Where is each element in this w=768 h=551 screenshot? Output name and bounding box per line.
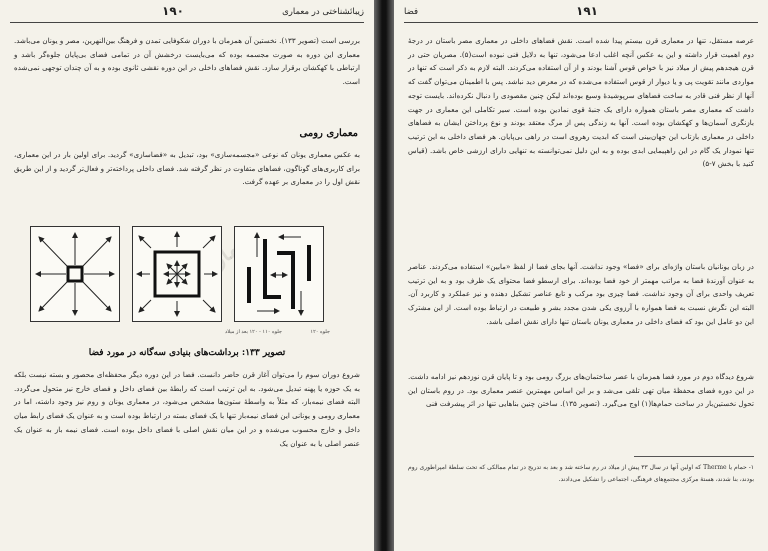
page-number: ۱۹۱ [576,4,598,18]
paragraph-intro: بررسی است (تصویر ۱۳۳). نخستین آن همزمان با دوران شکوفایی تمدن و فرهنگ بین‌النهرین، مصر و یونان می‌باشد. معماری این دوره به صورت مجسمه بوده که می‌بایست درخشش آن در تمامی فضای بی‌پایان جلوه‌گر باشد و ارتباطی با کهکشان برقرار سازد. نقش فضاهای داخلی در این دوره نقشی ثانوی بوده و به آن چندان توجهی نمی‌شده است. [14,36,360,87]
paragraph-greece: در زبان یونانیان باستان واژه‌ای برای «فضا» وجود نداشت. آنها بجای فضا از لفظ «مابین» استفاده می‌کردند. عناصر به عنوان آورندهٔ فضا به مراتب مهمتر از خود فضا بوده‌اند. برای ارسطو فضا محتوای یک ظرف بود و به این ترتیب تعریف واحدی برای آن وجود نداشت. فضا چیزی بود مرکب و تابع عناصر تشکیل دهنده و نیز عملکرد و کاربرد آن. البته این نگرش نسبت به فضا همواره با آرزوی یکی شدن مجدد بشر و طبیعت در ارتباط بوده است. از این مشترک این دو عامل این بود که فضای داخلی در معماری یونان باستان تنها دارای نقش اصلی باشد. [408,262,754,326]
right-page [394,0,768,551]
figure-labels [130,329,330,339]
figure-panel-radiating [30,226,120,322]
left-page [0,0,374,551]
paragraph-third-era: شروع دوران سوم را می‌توان آغاز قرن حاضر دانست. فضا در این دوره دیگر محفظه‌ای محصور و بسته نیست بلکه به یک حوزه یا پهنه تبدیل می‌شود. به این ترتیب است که رابطهٔ بین فضای داخل و فضای خارج نیز متحول می‌گردد. البته فضای نیمه‌باز، که مثلاً به واسطهٔ ستون‌ها مشخص می‌شود، در معماری یونان و روم نیز وجود داشته، اما در معماری رومی و یونانی این فضای نیمه‌باز تنها با یک فضای بسته در ارتباط بوده است و به عنوان یک فضای رابط میان داخل و خارج محسوب می‌شده و در این میان نقش اصلی با فضای داخل بوده است. فضای نیمه باز به عنوان یک عنصر اصلی یا به عنوان یک [14,370,360,448]
figure-label: جلوه ۱۱۰ - ۱۲۰ بعد از میلاد [225,329,282,335]
page-header [404,4,758,23]
figure-panel-planes [234,226,324,322]
paragraph-roman: به عکس معماری یونان که نوعی «مجسمه‌سازی» بود، تبدیل به «فضاسازی» گردید. برای اولین بار در این معماری، برای کاربری‌های گوناگون، فضاهای متفاوت در نظر گرفته شد. فضای داخلی پرداخته‌تر و فعال‌تر گردید و از این طریق نقش اول را در معماری بر عهده گرفت. [14,150,360,187]
figure-label: جلوه ۱۲۰ [310,329,330,335]
running-title: فضا [404,7,419,17]
running-title: زیبائشناختی در معماری [282,7,364,17]
page-header [10,4,364,23]
figure-panel-enclosed [132,226,222,322]
book-gutter [374,0,394,551]
space-concepts-figure [30,226,326,326]
section-heading: معماری رومی [299,128,358,139]
watermark: معماری [191,221,264,284]
paragraph-egypt: عرصه مستقل، تنها در معماری قرن بیستم پیدا شده است. نقش فضاهای داخلی در معماری مصر باستان در درجهٔ دوم اهمیت قرار داشته و این به عکس آنچه اغلب ادعا می‌شود، تنها به دلایل فنی نبوده است(۵). مصریان حتی در قرن هیجدهم پیش از میلاد نیز با خواص قوس آشنا بودند و از آن استفاده می‌کردند. البته لازم به ذکر است که تنها در مواردی مانند تقویت پی و یا دیوار از قوس استفاده می‌شده که در معرض دید نباشد. پس با اطمینان می‌توان گفت که آنها از نظر فنی قادر به ساخت فضاهای سرپوشیدهٔ وسیع بوده‌اند لیکن چنین مقصودی را دنبال نکرده‌اند. بایست توجه داشت که معماری مصر باستان همواره دارای یک جنبهٔ قوی نمادین بوده است. سیر تکاملی این معماری در جهت بازنگری آسمان‌ها و کهکشان بوده است. آنها به زندگی پس از مرگ معتقد بودند و نوع پرداختن ایشان به فضاهای داخلی در معماری بازتاب این جهان‌بینی است که ابدیت رهروی است در راهی بی‌پایان. هر فضای داخلی به این ترتیب تنها نمودار یک گام در این راهپیمایی ابدی بوده و به این دلیل نمی‌توانسته به تنهایی دارای ارزشی خاص باشد. (قیاس کنید با بخش ۷-۵) [408,36,754,169]
page-number: ۱۹۰ [162,4,184,18]
footnote: ۱- حمام یا Therme که اولین آنها در سال ۳۳ پیش از میلاد در رم ساخته شد و بعد به تدریج در تمام ممالکی که تحت سلطهٔ امپراطوری روم بودند، بنا شدند، هستهٔ مرکزی مجتمع‌های فرهنگی، اجتماعی را تشکیل می‌دادند. [408,464,754,483]
footnote-divider [634,456,754,457]
figure-caption: تصویر ۱۳۳: برداشت‌های بنیادی سه‌گانه در مورد فضا [88,348,286,358]
paragraph-rome: شروع دیدگاه دوم در مورد فضا همزمان با عصر ساختمان‌های بزرگ رومی بود و تا پایان قرن نوزدهم نیز ادامه داشت. در این دوره فضای محفظهٔ میان تهی تلقی می‌شد و بر این اساس مهمترین عنصر معماری بود. در روم باستان این تحول نخستین‌بار در ساخت حمام‌ها(۱) اوج می‌گیرد. (تصویر ۱۳۵). ساختن چنین بناهایی تنها در اثر پیشرفت فنی [408,372,754,409]
